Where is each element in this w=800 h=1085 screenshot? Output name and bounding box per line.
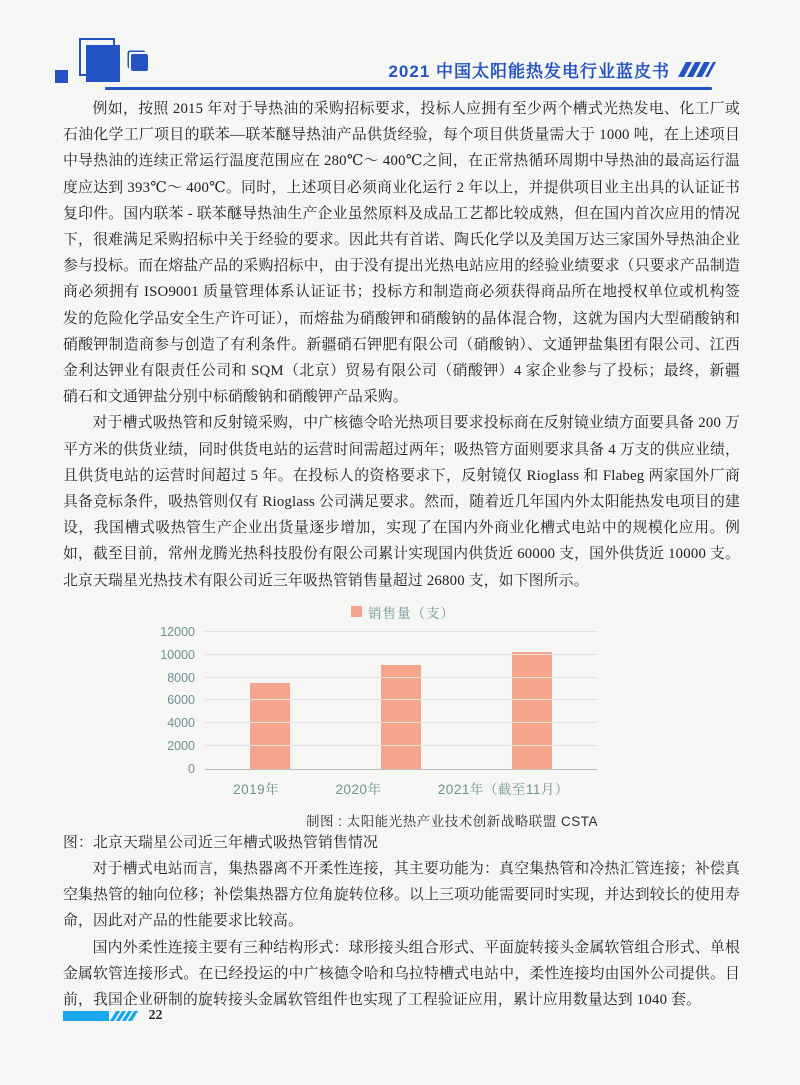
chart-legend	[205, 602, 601, 622]
footer-slashes-icon	[113, 1011, 135, 1021]
chart-y-axis	[153, 624, 205, 776]
chart-plot-area	[205, 632, 597, 770]
y-tick-label: 10000	[160, 647, 195, 662]
x-tick-label: 2019年	[233, 781, 280, 797]
page-number: 22	[148, 1008, 163, 1023]
chart-gridline	[205, 722, 597, 723]
chart-bar	[512, 652, 552, 768]
chart-source-credit: 制图 : 太阳能光热产业技术创新战略联盟 CSTA	[305, 813, 598, 829]
page-header	[55, 38, 745, 90]
slashes-icon	[682, 62, 712, 78]
x-tick-label: 2021年（截至11月）	[437, 781, 569, 797]
legend-label: 销售量（支）	[368, 605, 455, 621]
paragraph-flexible-connection-functions: 对于槽式电站而言，集热器离不开柔性连接，其主要功能为：真空集热管和冷热汇管连接；补偿真空集热管的轴向位移；补偿集热器方位角旋转位移。以上三项功能需要同时实现，并达到较长的使用寿命，因此对产品的性能要求比较高。	[63, 861, 740, 930]
chart-gridline	[205, 631, 597, 632]
y-tick-label: 6000	[167, 693, 195, 708]
y-tick-label: 12000	[160, 624, 195, 639]
page-body	[63, 96, 740, 1013]
x-tick-label: 2020年	[335, 781, 382, 797]
y-tick-label: 2000	[167, 739, 195, 754]
figure-caption: 图：北京天瑞星公司近三年槽式吸热管销售情况	[63, 834, 378, 851]
header-rule	[105, 87, 712, 90]
logo-square-big	[86, 45, 120, 82]
chart-bar	[250, 683, 290, 769]
footer-bar-icon	[63, 1011, 109, 1021]
chart-gridline	[205, 699, 597, 700]
chart-bars	[205, 632, 597, 769]
y-tick-label: 4000	[167, 716, 195, 731]
paragraph-absorber-mirror: 对于槽式吸热管和反射镜采购，中广核德令哈光热项目要求投标商在反射镜业绩方面要具备 200 万平方米的供货业绩，同时供货电站的运营时间需超过两年；吸热管方面则要求具备 4 万支的供应业绩，且供货电站的运营时间超过 5 年。在投标人的资格要求下，反射镜仅 Rioglass 和 Flabeg 两家国外厂商具备竞标条件，吸热管则仅有 Rioglass 公司满足要求。然而，随着近几年国内外太阳能热发电项目的建设，我国槽式吸热管生产企业出货量逐步增加，实现了在国内外商业化槽式电站中的规模化应用。例如，截至目前，常州龙腾光热科技股份有限公司累计实现国内供货近 60000 支，国外供货近 10000 支。北京天瑞星光热技术有限公司近三年吸热管销售量超过 26800 支，如下图所示。	[63, 415, 740, 589]
bluebook-logo	[55, 38, 151, 90]
y-tick-label: 0	[188, 761, 195, 776]
paragraph-flexible-connection-types: 国内外柔性连接主要有三种结构形式：球形接头组合形式、平面旋转接头金属软管组合形式、单根金属软管连接形式。在已经投运的中广核德令哈和乌拉特槽式电站中，柔性连接均由国外公司提供。目前，我国企业研制的旋转接头金属软管组件也实现了工程验证应用，累计应用数量达到 1040 套。	[63, 939, 740, 1009]
chart-bar	[381, 665, 421, 769]
chart-gridline	[205, 654, 597, 655]
paragraph-procurement-oil: 例如，按照 2015 年对于导热油的采购招标要求，投标人应拥有至少两个槽式光热发电、化工厂或石油化学工厂项目的联苯—联苯醚导热油产品供货经验，每个项目供货量需大于 1000 吨，在上述项目中导热油的连续正常运行温度范围应在 280℃～ 400℃之间，在正常热循环周期中导热油的最高运行温度应达到 393℃～ 400℃。同时，上述项目必须商业化运行 2 年以上，并提供项目业主出具的认证证书复印件。国内联苯 - 联苯醚导热油生产企业虽然原料及成品工艺都比较成熟，但在国内首次应用的情况下，很难满足采购招标中关于经验的要求。因此共有首诺、陶氏化学以及美国万达三家国外导热油企业参与投标。而在熔盐产品的采购招标中，由于没有提出光热电站应用的经验业绩要求（只要求产品制造商必须拥有 ISO9001 质量管理体系认证证书；投标方和制造商必须获得商品所在地授权单位或机构签发的危险化学品安全生产许可证），而熔盐为硝酸钾和硝酸钠的晶体混合物，这就为国内大型硝酸钠和硝酸钾制造商参与创造了有利条件。新疆硝石钾肥有限公司（硝酸钠）、文通钾盐集团有限公司、江西金利达钾业有限责任公司和 SQM（北京）贸易有限公司（硝酸钾）4 家企业参与了投标；最终，新疆硝石和文通钾盐分别中标硝酸钠和硝酸钾产品采购。	[63, 101, 740, 406]
bar-chart	[153, 602, 601, 830]
logo-square-small	[55, 70, 68, 83]
y-tick-label: 8000	[167, 670, 195, 685]
chart-x-axis	[205, 778, 597, 798]
legend-swatch-icon	[351, 606, 362, 617]
logo-square-medium	[131, 54, 148, 71]
chart-gridline	[205, 745, 597, 746]
report-title: 2021 中国太阳能热发电行业蓝皮书	[388, 62, 670, 81]
page-footer	[63, 1008, 163, 1024]
chart-gridline	[205, 677, 597, 678]
